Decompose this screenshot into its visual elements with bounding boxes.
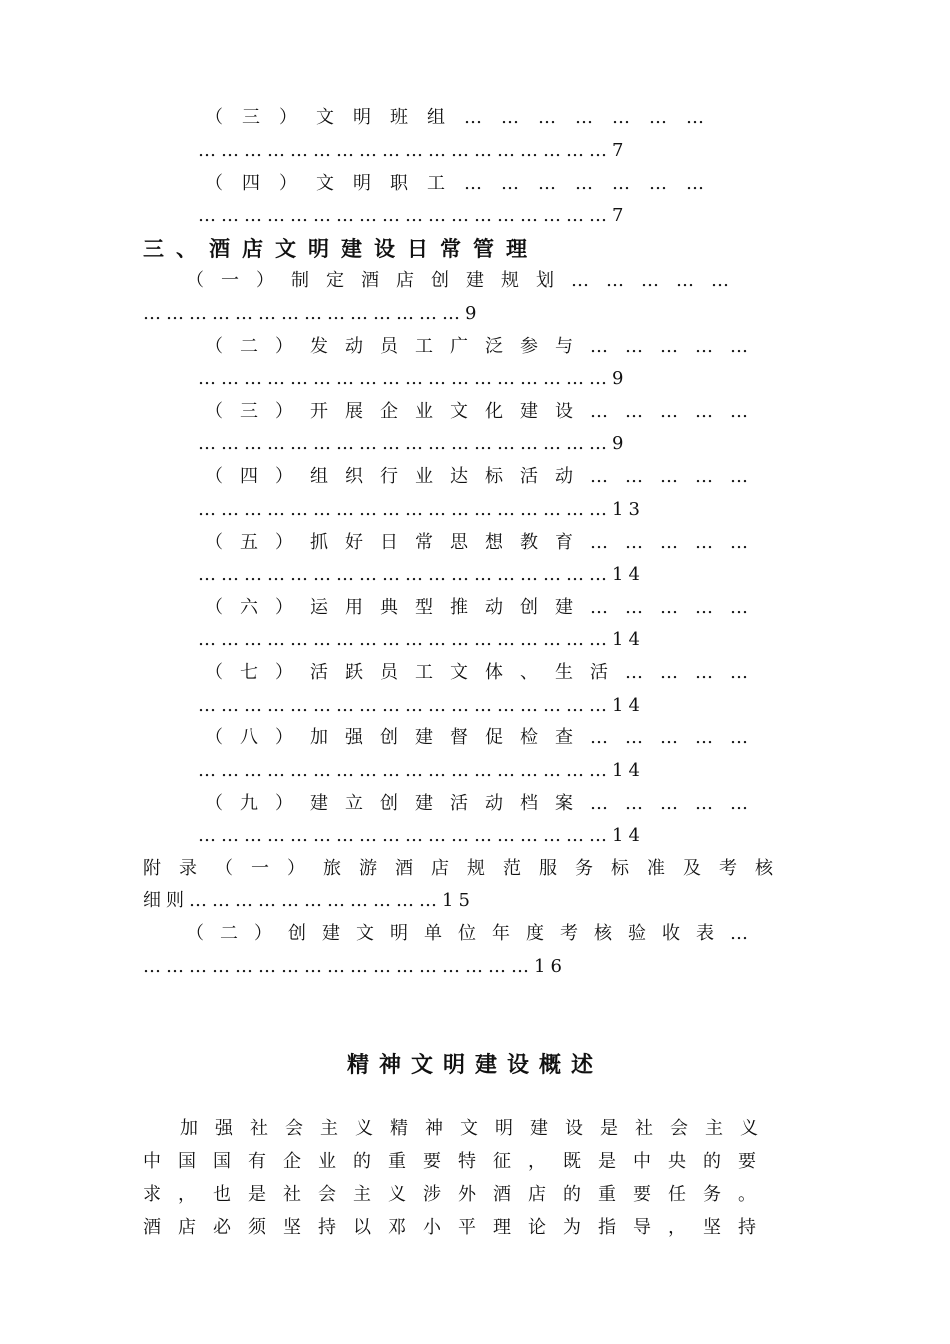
toc-entry-sixiang-jiaoyu[interactable]: （五）抓好日常思想教育…………… — [205, 532, 765, 553]
toc-entry-dianxing-chuangjian[interactable]: （六）运用典型推动创建…………… — [205, 597, 765, 618]
article-title: 精神文明建设概述 — [346, 1052, 603, 1078]
toc-entry-wenming-zhigong[interactable] — [205, 172, 790, 196]
paragraph-line: 加强社会主义精神文明建设是社会主义 — [180, 1118, 775, 1139]
toc-entry-leader-line — [198, 204, 743, 228]
toc-entry-wenti-shenghuo[interactable]: （七）活跃员工文体、生活………… — [205, 662, 765, 683]
toc-entry-duncu-jiancha[interactable]: （八）加强创建督促检查…………… — [205, 727, 765, 748]
toc-entry-label: （三）文明班组………………… — [205, 107, 723, 128]
toc-entry-huodong-dangan[interactable]: （九）建立创建活动档案…………… — [205, 793, 765, 814]
toc-entry-label: （四）文明职工………………… — [205, 173, 723, 194]
paragraph-line: 中国国有企业的重要特征，既是中央的要 — [143, 1151, 773, 1172]
toc-entry-leader-line: ………………………………………………14 — [198, 825, 645, 846]
toc-entry-wenming-banzu[interactable] — [205, 106, 790, 130]
toc-entry-qiye-wenhua[interactable]: （三）开展企业文化建设…………… — [205, 401, 765, 422]
toc-entry-leader-line: ………………………………………………9 — [198, 368, 629, 389]
toc-entry-leader-line: ………………………………………………14 — [198, 564, 645, 585]
toc-leader-page: ………………………………………………7 — [198, 140, 629, 161]
toc-entry-leader-line: ………………………………………………14 — [198, 695, 645, 716]
toc-entry-dabiao-huodong[interactable]: （四）组织行业达标活动…………… — [205, 466, 765, 487]
toc-entry-appendix-2[interactable]: （二）创建文明单位年度考核验收表… — [186, 923, 764, 944]
toc-entry-appendix-1[interactable]: 附录（一）旅游酒店规范服务标准及考核 — [143, 858, 791, 879]
toc-entry-leader-line — [198, 139, 743, 163]
toc-entry-leader-line: ………………………………………………13 — [198, 499, 645, 520]
toc-entry-appendix-1-cont: 细则……………………………15 — [143, 890, 475, 911]
toc-leader-page: ………………………………………………7 — [198, 205, 629, 226]
section-heading[interactable]: 三、酒店文明建设日常管理 — [143, 236, 539, 261]
toc-entry-leader-line: ……………………………………9 — [143, 303, 482, 324]
toc-entry-fadong-yuangong[interactable]: （二）发动员工广泛参与…………… — [205, 336, 765, 357]
paragraph-line: 酒店必须坚持以邓小平理论为指导，坚持 — [143, 1217, 773, 1238]
toc-entry-leader-line: ……………………………………………16 — [143, 956, 567, 977]
toc-entry-leader-line: ………………………………………………14 — [198, 629, 645, 650]
paragraph-line: 求，也是社会主义涉外酒店的重要任务。 — [143, 1184, 773, 1205]
toc-entry-leader-line: ………………………………………………14 — [198, 760, 645, 781]
toc-entry-leader-line: ………………………………………………9 — [198, 433, 629, 454]
toc-entry-zhiding-guihua[interactable]: （一）制定酒店创建规划…………… — [186, 270, 746, 291]
